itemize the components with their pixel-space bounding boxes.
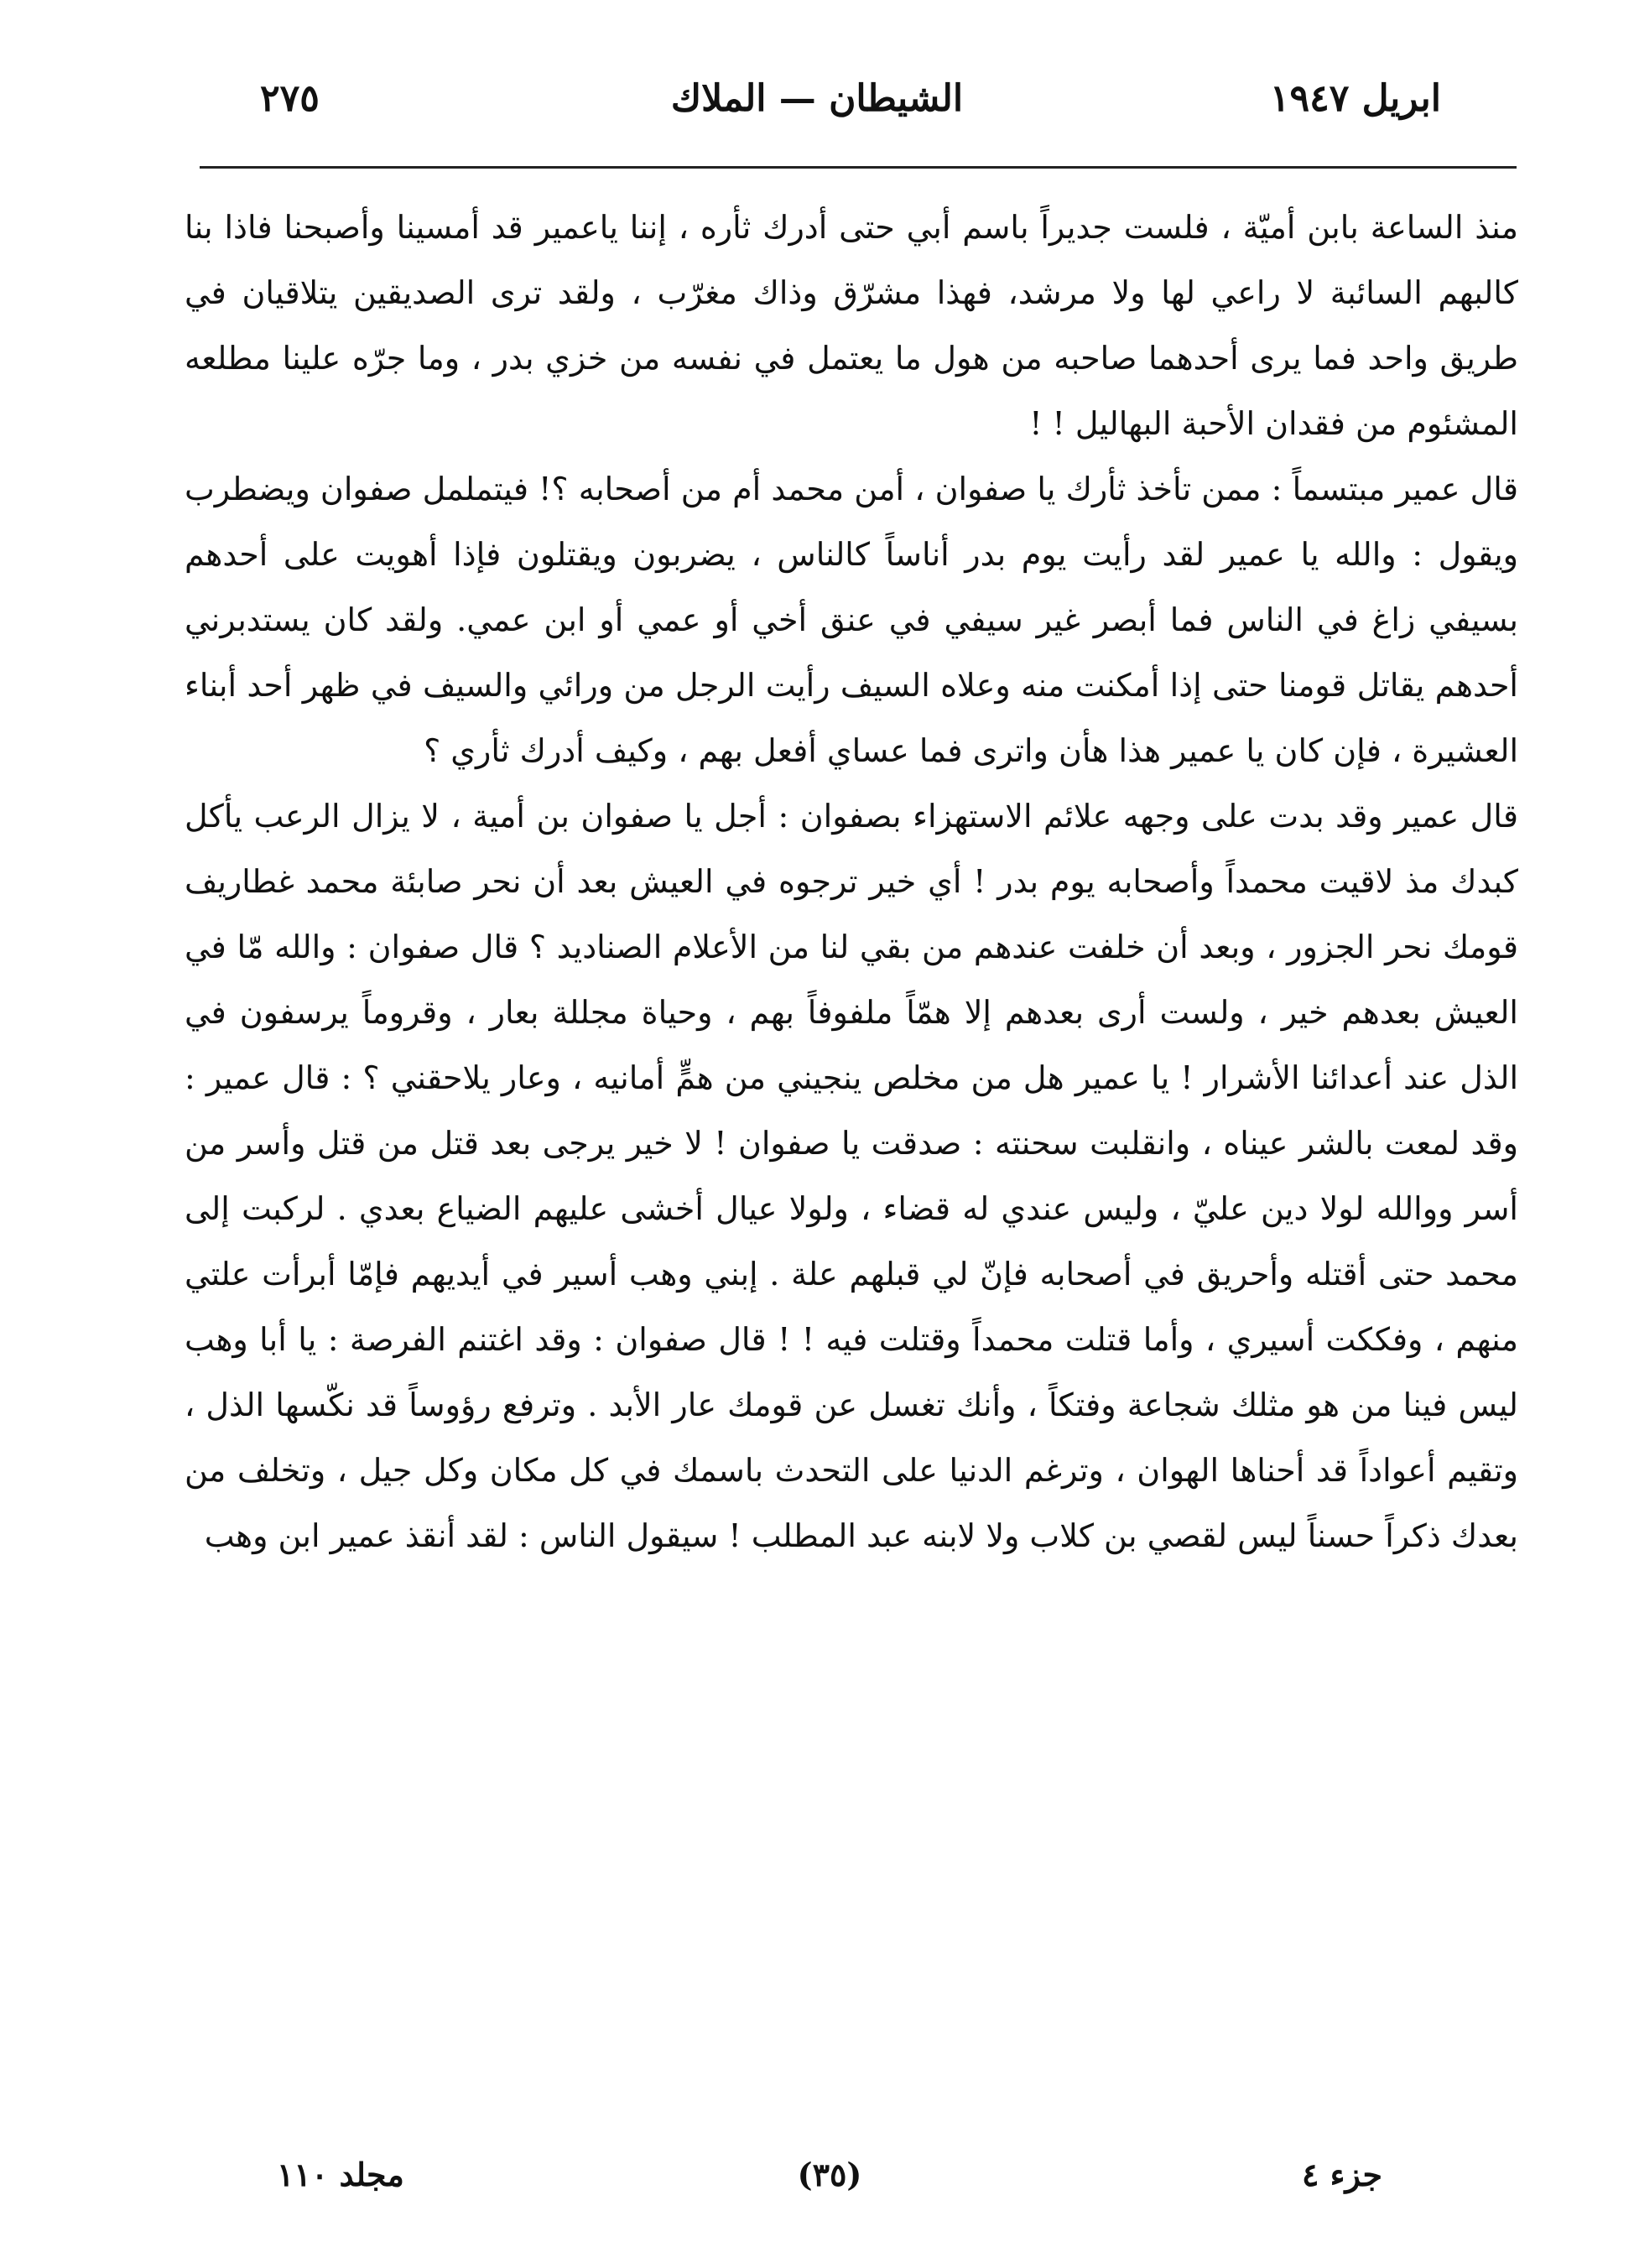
- footer-page-marker: (٣٥): [797, 2156, 862, 2193]
- footer-volume: مجلد ١١٠: [277, 2156, 404, 2193]
- header-page-number: ٢٧٥: [260, 77, 320, 120]
- paragraph: قال عمير مبتسماً : ممن تأخذ ثأرك يا صفوان ، أمن محمد أم من أصحابه ؟! فيتململ صفوان ويضطرب ويقول : والله يا عمير لقد رأيت يوم بدر أناساً كالناس ، يضربون ويقتلون فإذا أهويت على أحدهم بسيفي زاغ في الناس فما أبصر غير سيفي في عنق أخي أو عمي أو ابن عمي. ولقد كان يستدبرني أحدهم يقاتل قومنا حتى إذا أمكنت منه وعلاه السيف رأيت الرجل من ورائي والسيف في ظهر أحد أبناء العشيرة ، فإن كان يا عمير هذا هأن واترى فما عساي أفعل بهم ، وكيف أدرك ثأري ؟: [185, 471, 1518, 769]
- footer-part: جزء ٤: [1302, 2156, 1382, 2193]
- header-date: ابريل ١٩٤٧: [1269, 77, 1441, 120]
- article-body: [185, 195, 1518, 1568]
- page-footer: [277, 2156, 1382, 2206]
- paragraph: منذ الساعة بابن أميّة ، فلست جديراً باسم أبي حتى أدرك ثأره ، إننا ياعمير قد أمسينا وأصبحنا فاذا بنا كالبهم السائبة لا راعي لها ولا مرشد، فهذا مشرّق وذاك مغرّب ، ولقد ترى الصديقين يتلاقيان في طريق واحد فما يرى أحدهما صاحبه من هول ما يعتمل في نفسه من خزي بدر ، وما جرّه علينا مطلعه المشئوم من فقدان الأحبة البهاليل ! !: [185, 209, 1518, 442]
- paragraph: قال عمير وقد بدت على وجهه علائم الاستهزاء بصفوان : أجل يا صفوان بن أمية ، لا يزال الرعب يأكل كبدك مذ لاقيت محمداً وأصحابه يوم بدر ! أي خير ترجوه في العيش بعد أن نحر صابئة محمد غطاريف قومك نحر الجزور ، وبعد أن خلفت عندهم من بقي لنا من الأعلام الصناديد ؟ قال صفوان : والله مّا في العيش بعدهم خير ، ولست أرى بعدهم إلا همّاً ملفوفاً بهم ، وحياة مجللة بعار ، وقروماً يرسفون في الذل عند أعدائنا الأشرار ! يا عمير هل من مخلص ينجيني من همٍّ أمانيه ، وعار يلاحقني ؟ : قال عمير : وقد لمعت بالشر عيناه ، وانقلبت سحنته : صدقت يا صفوان ! لا خير يرجى بعد قتل من قتل وأسر من أسر ووالله لولا دين عليّ ، وليس عندي له قضاء ، ولولا عيال أخشى عليهم الضياع بعدي . لركبت إلى محمد حتى أقتله وأحريق في أصحابه فإنّ لي قبلهم علة . إبني وهب أسير في أيديهم فإمّا أبرأت علتي منهم ، وفككت أسيري ، وأما قتلت محمداً وقتلت فيه ! ! قال صفوان : وقد اغتنم الفرصة : يا أبا وهب ليس فينا من هو مثلك شجاعة وفتكاً ، وأنك تغسل عن قومك عار الأبد . وترفع رؤوساً قد نكّسها الذل ، وتقيم أعواداً قد أحناها الهوان ، وترغم الدنيا على التحدث باسمك في كل مكان وكل جيل ، وتخلف من بعدك ذكراً حسناً ليس لقصي بن كلاب ولا لابنه عبد المطلب ! سيقول الناس : لقد أنقذ عمير ابن وهب: [185, 798, 1518, 1554]
- header-title: الشيطان — الملاك: [670, 77, 964, 120]
- header-rule: [200, 166, 1517, 169]
- running-header: [193, 77, 1441, 136]
